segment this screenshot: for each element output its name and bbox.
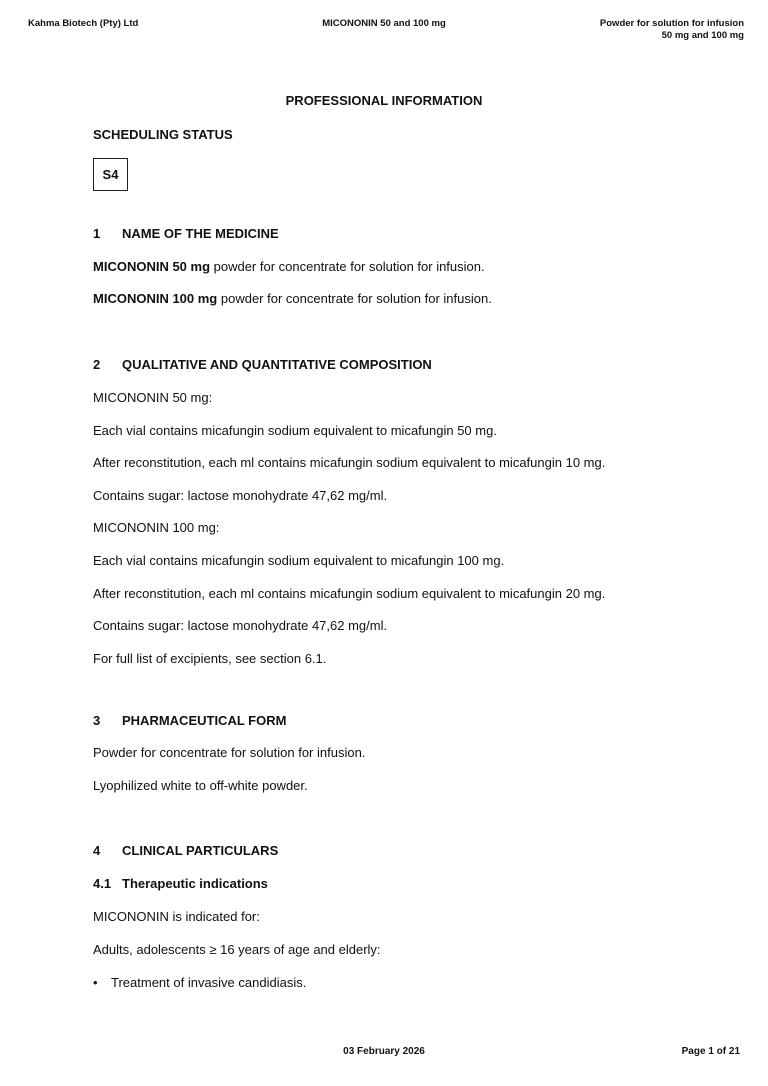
section-3-title: PHARMACEUTICAL FORM bbox=[122, 713, 287, 728]
section-2-line: Contains sugar: lactose monohydrate 47,62 mg/ml. bbox=[93, 618, 388, 633]
section-1-heading bbox=[93, 226, 279, 241]
section-4-title: CLINICAL PARTICULARS bbox=[122, 843, 279, 858]
section-2-line: For full list of excipients, see section 6.1. bbox=[93, 651, 327, 666]
subsection-4-1-title: Therapeutic indications bbox=[122, 876, 268, 891]
section-3-line: Lyophilized white to off-white powder. bbox=[93, 778, 308, 793]
scheduling-status-box bbox=[93, 158, 128, 191]
section-2-line: After reconstitution, each ml contains micafungin sodium equivalent to micafungin 10 mg. bbox=[93, 455, 606, 470]
header-product: MICONONIN 50 and 100 mg bbox=[322, 18, 446, 29]
indication-text: Treatment of invasive candidiasis. bbox=[111, 975, 307, 990]
footer-date: 03 February 2026 bbox=[343, 1046, 425, 1057]
section-2-line: After reconstitution, each ml contains micafungin sodium equivalent to micafungin 20 mg. bbox=[93, 586, 606, 601]
section-1-number: 1 bbox=[93, 226, 101, 241]
product-desc-100: powder for concentrate for solution for infusion. bbox=[217, 291, 492, 306]
page-title: PROFESSIONAL INFORMATION bbox=[285, 93, 483, 108]
footer-page-number: Page 1 of 21 bbox=[681, 1046, 740, 1057]
section-2-line: Contains sugar: lactose monohydrate 47,62 mg/ml. bbox=[93, 488, 388, 503]
section-4-line: MICONONIN is indicated for: bbox=[93, 909, 260, 924]
section-3-number: 3 bbox=[93, 713, 101, 728]
section-3-line: Powder for concentrate for solution for infusion. bbox=[93, 745, 366, 760]
section-2-line: MICONONIN 100 mg: bbox=[93, 520, 220, 535]
header-company: Kahma Biotech (Pty) Ltd bbox=[28, 18, 139, 29]
section-4-number: 4 bbox=[93, 843, 101, 858]
section-1-paragraph-2 bbox=[93, 291, 492, 306]
header-form-line2: 50 mg and 100 mg bbox=[661, 30, 744, 41]
product-name-50: MICONONIN 50 mg bbox=[93, 259, 211, 274]
product-name-100: MICONONIN 100 mg bbox=[93, 291, 218, 306]
section-4-line: Adults, adolescents ≥ 16 years of age and elderly: bbox=[93, 942, 381, 957]
section-2-line: MICONONIN 50 mg: bbox=[93, 390, 213, 405]
section-1-paragraph-1 bbox=[93, 259, 485, 274]
section-2-heading bbox=[93, 357, 432, 372]
header-form-line1: Powder for solution for infusion bbox=[599, 18, 744, 29]
header-form bbox=[600, 18, 744, 42]
section-4-heading bbox=[93, 843, 278, 858]
section-3-heading bbox=[93, 713, 286, 728]
subsection-4-1-number: 4.1 bbox=[93, 876, 112, 891]
section-1-title: NAME OF THE MEDICINE bbox=[122, 226, 279, 241]
section-2-number: 2 bbox=[93, 357, 101, 372]
section-2-title: QUALITATIVE AND QUANTITATIVE COMPOSITION bbox=[122, 357, 432, 372]
section-2-line: Each vial contains micafungin sodium equivalent to micafungin 100 mg. bbox=[93, 553, 505, 568]
scheduling-heading: SCHEDULING STATUS bbox=[93, 127, 233, 142]
subsection-4-1-heading bbox=[93, 876, 268, 891]
bullet-icon: • bbox=[93, 975, 98, 990]
indication-bullet-item bbox=[93, 975, 306, 990]
section-2-line: Each vial contains micafungin sodium equivalent to micafungin 50 mg. bbox=[93, 423, 497, 438]
scheduling-value: S4 bbox=[102, 167, 119, 182]
product-desc-50: powder for concentrate for solution for infusion. bbox=[210, 259, 485, 274]
